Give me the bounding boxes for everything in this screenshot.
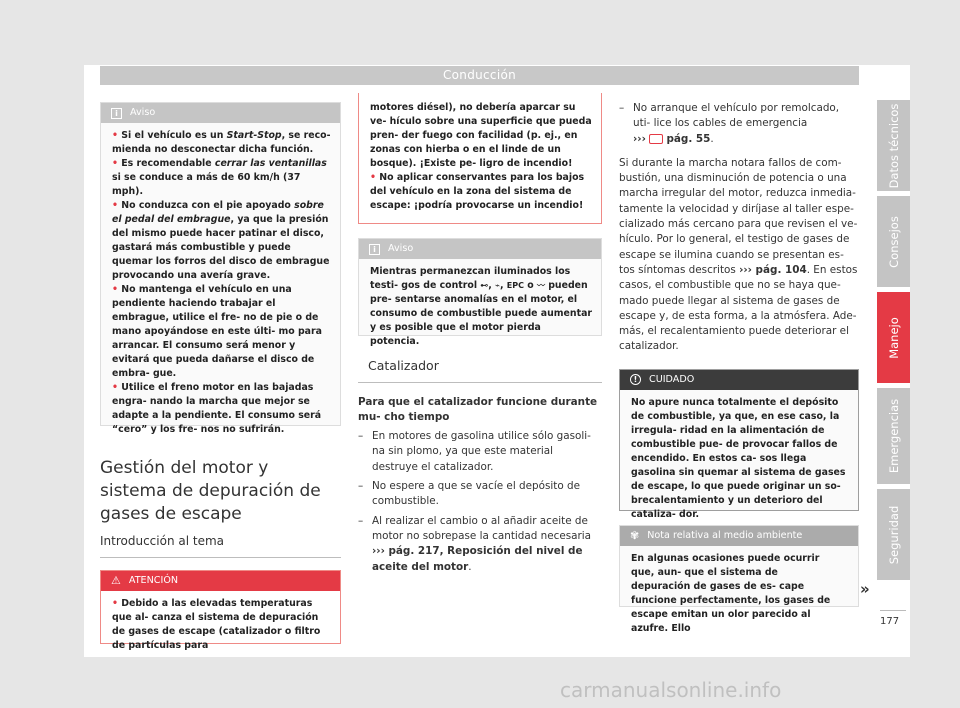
aviso-item-post: , ya que la presión del mismo puede hacer patinar el disco, gastará más combustible y puede quemar los forros del disco de embrague provocando una avería grave. <box>112 214 330 281</box>
page-number-rule <box>880 610 906 611</box>
aviso-list <box>101 123 340 444</box>
cuidado-box <box>619 369 859 520</box>
aviso-header-2 <box>359 239 601 259</box>
cuidado-title: CUIDADO <box>649 373 695 385</box>
page-link[interactable]: pág. 55 <box>666 132 711 145</box>
tab-datos-tecnicos[interactable] <box>877 100 910 191</box>
bullet-dot: • <box>112 597 118 609</box>
aviso-item-post: , se reco- mienda no desconectar dicha función. <box>112 130 331 155</box>
remolcado-item <box>619 101 859 147</box>
atencion-bullet-2 <box>370 171 592 213</box>
nota-title: Nota relativa al medio ambiente <box>647 529 803 541</box>
page-number: 177 <box>880 616 900 627</box>
watermark: carmanualsonline.info <box>560 678 782 702</box>
info-icon: i <box>111 108 122 119</box>
page-header: Conducción <box>100 66 859 85</box>
fallos-text-a: Si durante la marcha notara fallos de com- bustión, una disminución de potencia o una marcha irregular del motor, reduzca inmedia- tamente la velocidad y diríjase al taller espe- cializado más cercano para que revisen el ve- hículo. Por lo general, el testigo de gases de escape se ilumina cuando se presentan es- tos síntomas descritos <box>619 156 858 276</box>
emissions-icon: 〰 <box>536 281 545 290</box>
atencion-text: Debido a las elevadas temperaturas que al- canza el sistema de depuración de gases de escape (catalizador o filtro de partículas para <box>112 597 321 651</box>
catalizador-item <box>358 429 602 475</box>
atencion-box <box>100 570 341 651</box>
aviso-item-pre: Utilice el freno motor en las bajadas engra- nando la marcha que mejor se adapte a la pendiente. El consumo será “cero” y los fre- nos no sufrirán. <box>112 382 322 435</box>
tab-seguridad[interactable] <box>877 489 910 580</box>
aviso-box-1 <box>100 102 341 435</box>
tab-manejo[interactable] <box>877 292 910 383</box>
tab-consejos[interactable] <box>877 196 910 287</box>
catalizador-item <box>358 479 602 510</box>
aviso-item-post: si se conduce a más de 60 km/h (37 mph). <box>112 172 301 197</box>
aviso-title-2: Aviso <box>388 243 414 254</box>
aviso-item-pre: Es recomendable <box>121 158 215 169</box>
glow-plug-icon: ⌁ <box>495 281 500 290</box>
bullet-dot: • <box>370 172 376 183</box>
atencion-text-2: No aplicar conservantes para los bajos del vehículo en la zona del sistema de escape: ¡podría provocarse un incendio! <box>370 172 585 211</box>
punctuation: . <box>710 132 714 145</box>
aviso-item-em: Start-Stop <box>226 130 282 141</box>
atencion-body <box>101 591 340 660</box>
catalizador-item-3-text: Al realizar el cambio o al añadir aceite de motor no sobrepase la cantidad necesaria <box>372 514 592 542</box>
fallos-paragraph <box>619 156 859 355</box>
engine-warning-icon: ⊷ <box>480 281 489 290</box>
atencion-title: ATENCIÓN <box>128 574 179 586</box>
aviso-title: Aviso <box>130 107 156 118</box>
dash-marker: – <box>358 480 364 493</box>
aviso-item <box>112 129 331 157</box>
catalizador-intro: Para que el catalizador funcione durante mu- cho tiempo <box>358 395 598 423</box>
tab-label: Seguridad <box>886 505 901 564</box>
section-subtitle: Introducción al tema <box>100 534 225 548</box>
tab-label: Manejo <box>886 316 901 359</box>
environment-icon: ✾ <box>630 528 640 542</box>
fallos-text-b: . En estos casos, el combustible que no se haya que- mado puede llegar al sistema de gases de escape y, de esta forma, a la atmósfera. Ade- más, el recalentamiento puede deteriorar el catalizador. <box>619 263 858 353</box>
column-2 <box>358 93 602 575</box>
dash-marker: – <box>358 430 364 443</box>
atencion-continued-text: motores diésel), no debería aparcar su ve- hículo sobre una superficie que pueda pren- der fuego con facilidad (p. ej., en zonas con hierba o en el linde de un bosque). ¡Existe pe- ligro de incendio! <box>370 102 592 169</box>
aviso-item-em: sobre el pedal del embrague <box>112 200 324 225</box>
nota-header <box>620 526 858 546</box>
catalizador-list <box>358 429 602 509</box>
tab-label: Consejos <box>886 215 901 268</box>
continue-arrow: » <box>860 580 870 598</box>
nota-body: En algunas ocasiones puede ocurrir que, aun- que el sistema de depuración de gases de es- cape funcione perfectamente, los gases de escape emitan un olor parecido al azufre. Ello <box>631 552 831 634</box>
tab-emergencias[interactable] <box>877 388 910 484</box>
link-arrows[interactable]: ››› <box>633 132 646 145</box>
aviso-item-pre: No mantenga el vehículo en una pendiente haciendo trabajar el embrague, utilice el fre- no de pie o de mano apoyándose en este últi- mo para arrancar. El consumo será menor y evitará que pueda dañarse el disco de embra- gue. <box>112 284 322 379</box>
book-icon <box>649 134 663 144</box>
atencion-box-continued <box>358 93 602 224</box>
aviso-2-body: Mientras permanezcan iluminados los testi- gos de control ⊷, ⌁, EPC o 〰 pueden pre- sentarse anomalías en el motor, el consumo de combustible puede aumentar y es posible que el motor pierda potencia. <box>370 266 593 347</box>
aviso-item <box>112 283 331 381</box>
warning-icon: ⚠ <box>111 573 121 587</box>
aviso-item-pre: Si el vehículo es un <box>121 130 227 141</box>
column-1 <box>100 102 341 651</box>
caution-icon: ! <box>630 374 641 385</box>
cuidado-body: No apure nunca totalmente el depósito de combustible, ya que, en ese caso, la irregula- ridad en la alimentación de combustible pue- de provocar fallos de encendido. En estos ca- sos llega gasolina sin quemar al sistema de gases de escape, lo que puede originar un so- brecalentamiento y un deterioro del cataliza- dor. <box>631 396 846 520</box>
page-link[interactable]: ››› pág. 104 <box>739 263 807 276</box>
aviso-2-text-c: pueden pre- sentarse anomalías en el motor, el consumo de combustible puede aumentar y es posible que el motor pierda potencia. <box>370 280 593 347</box>
remolcado-text: No arranque el vehículo por remolcado, uti- lice los cables de emergencia <box>633 102 840 130</box>
cuidado-header <box>620 370 858 390</box>
aviso-item <box>112 199 331 283</box>
bullet-dot: • <box>112 284 122 295</box>
atencion-continued-body <box>359 93 601 220</box>
bullet-dot: • <box>112 158 122 169</box>
info-icon: i <box>369 244 380 255</box>
atencion-header <box>101 571 340 591</box>
column-3 <box>619 101 859 634</box>
aviso-item-pre: No conduzca con el pie apoyado <box>121 200 295 211</box>
catalizador-item-text: No espere a que se vacíe el depósito de combustible. <box>372 480 580 508</box>
bullet-dot: • <box>112 130 122 141</box>
page-link[interactable]: ››› pág. 217, Reposición del nivel de aceite del motor <box>372 545 583 573</box>
catalizador-title: Catalizador <box>368 358 439 373</box>
section-title: Gestión del motor y sistema de depuración de gases de escape <box>100 458 321 524</box>
aviso-header <box>101 103 340 123</box>
tab-label: Datos técnicos <box>886 103 901 188</box>
epc-icon: EPC <box>506 281 524 290</box>
dash-marker: – <box>619 102 625 114</box>
catalizador-item-text: En motores de gasolina utilice sólo gasoli- na sin plomo, ya que este material destruye el catalizador. <box>372 430 591 473</box>
tab-label: Emergencias <box>886 398 901 474</box>
aviso-2-text-b: o <box>523 280 537 291</box>
dash-marker: – <box>358 514 364 527</box>
punctuation: . <box>468 560 472 573</box>
bullet-dot: • <box>112 200 122 211</box>
catalizador-item-3 <box>358 514 602 575</box>
nota-ambiente-box <box>619 525 859 634</box>
aviso-2-text-a: Mientras permanezcan iluminados los testi- gos de control <box>370 266 571 291</box>
aviso-box-2 <box>358 238 602 347</box>
aviso-item <box>112 157 331 199</box>
aviso-item-em: cerrar las ventanillas <box>214 158 327 169</box>
bullet-dot: • <box>112 382 122 393</box>
